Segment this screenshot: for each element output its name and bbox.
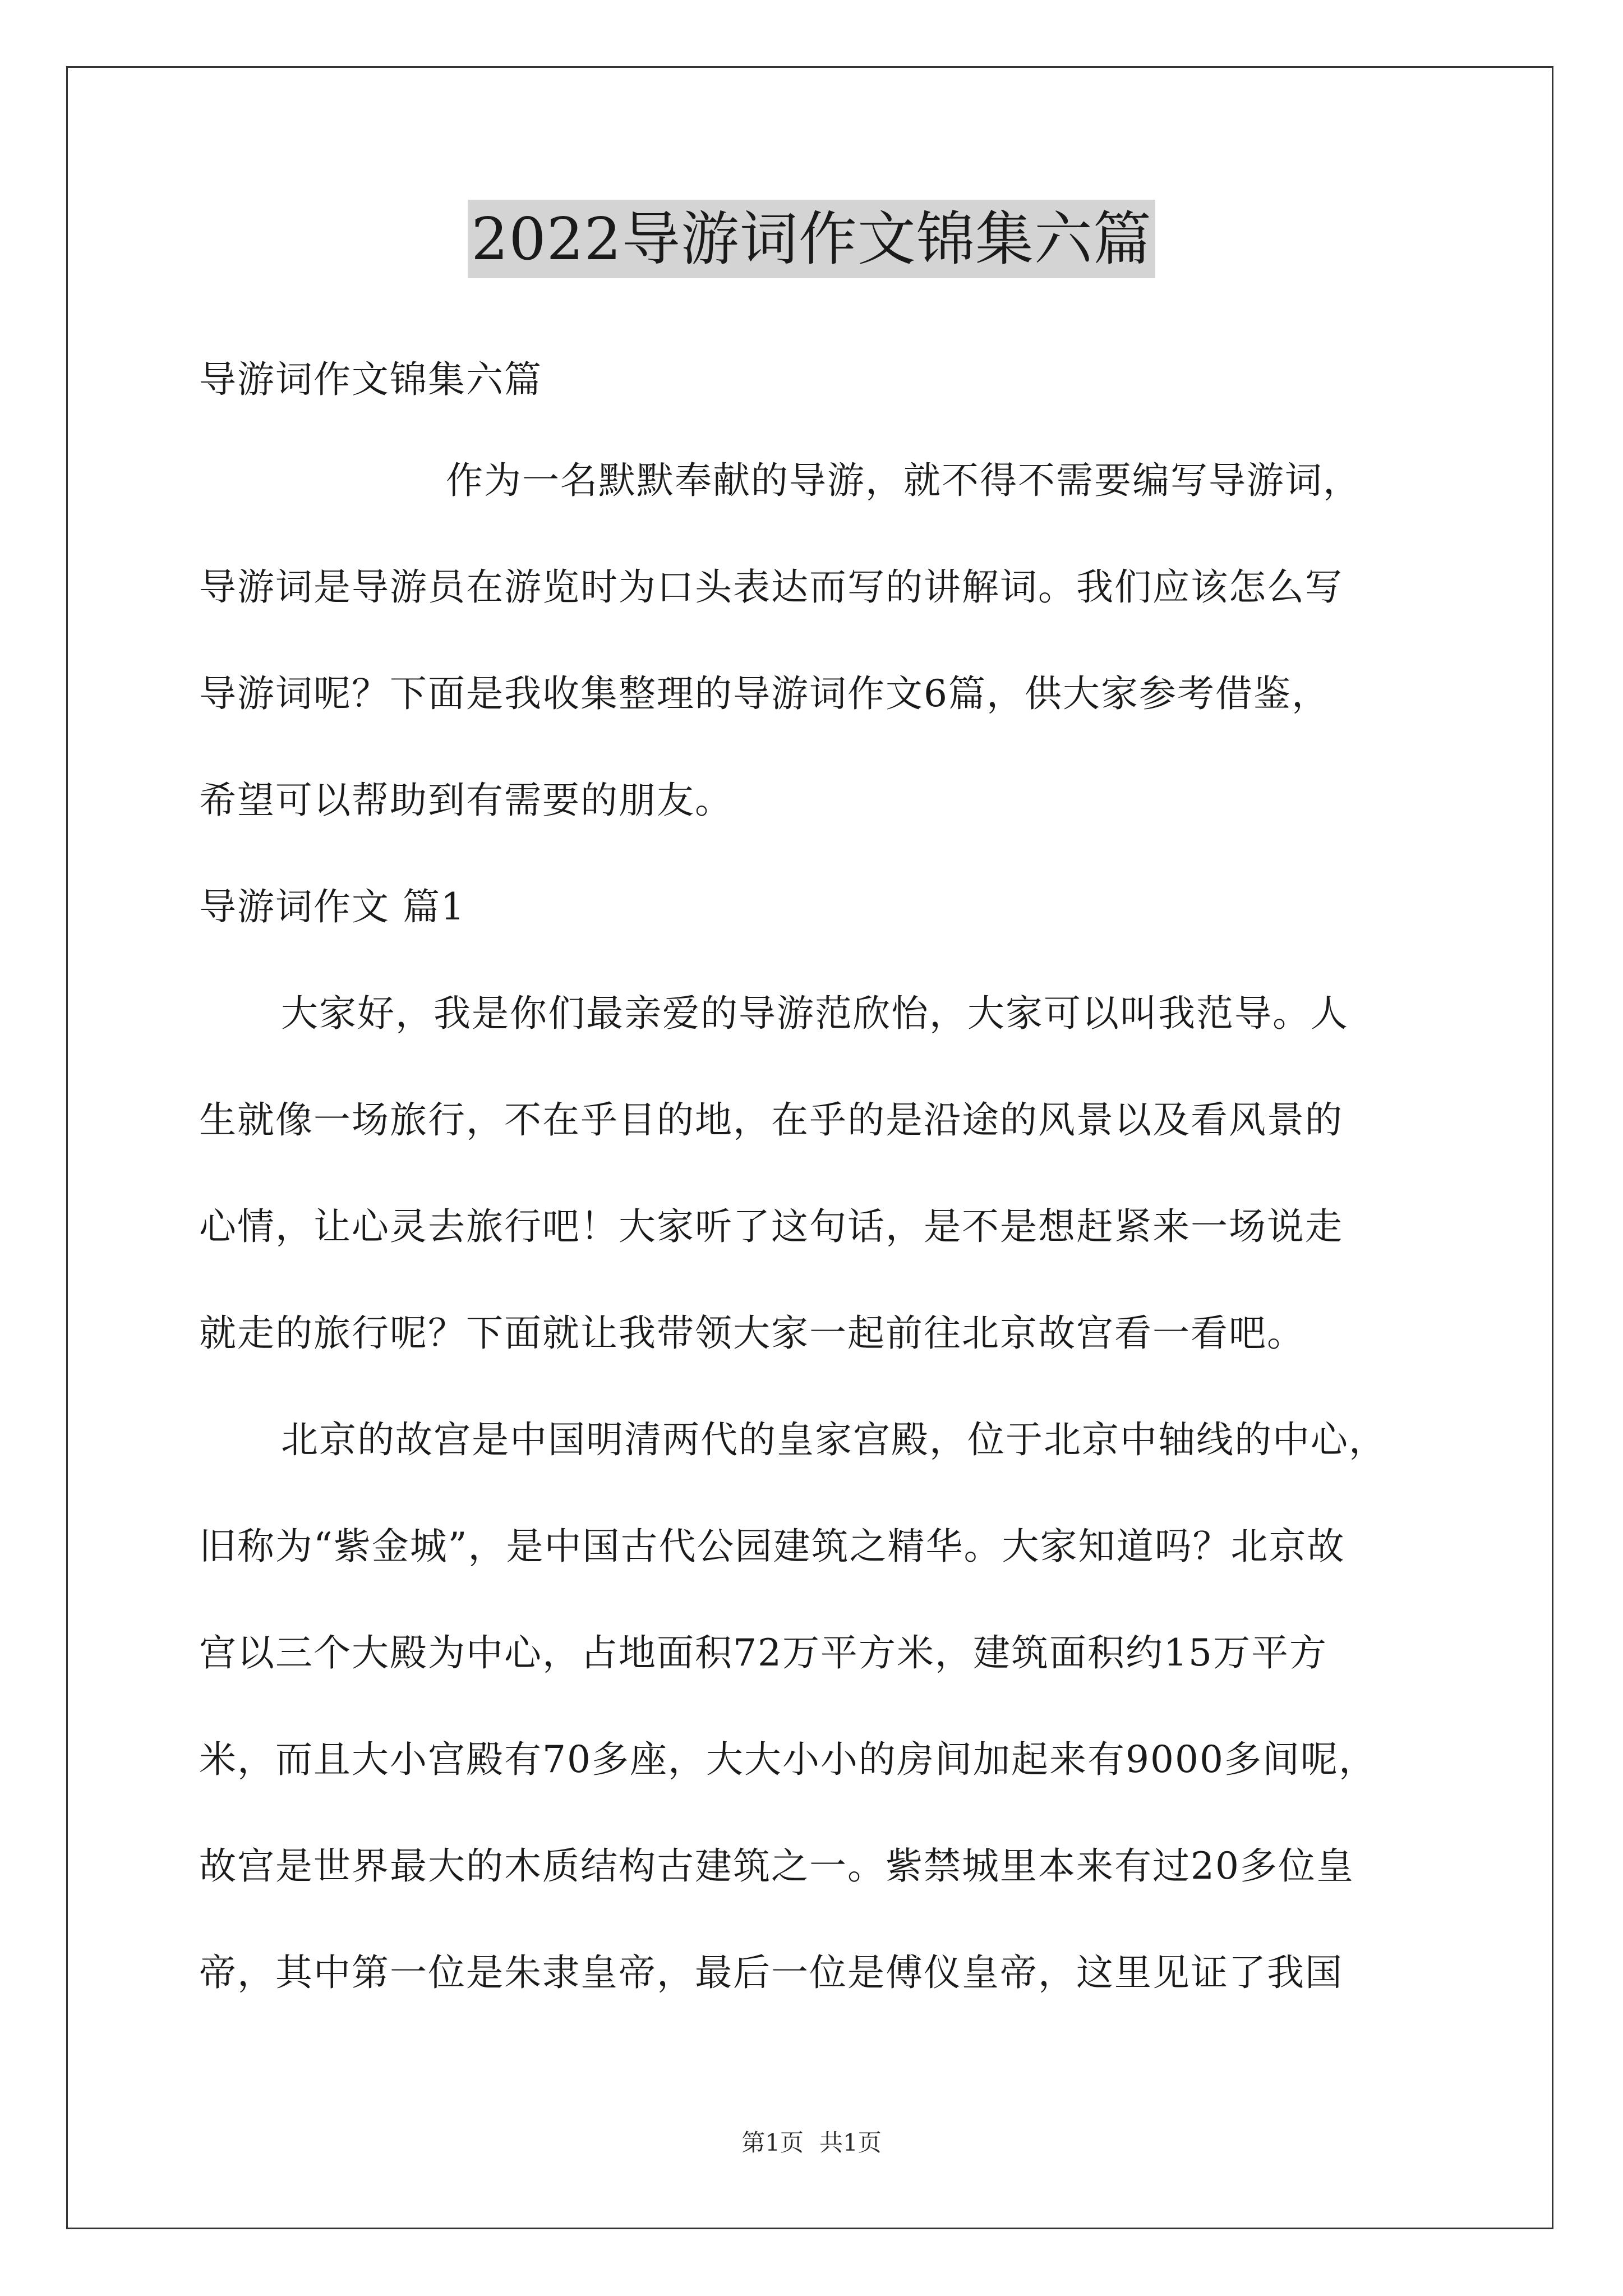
paragraph-line: 大家好，我是你们最亲爱的导游范欣怡，大家可以叫我范导。人 [281, 992, 1349, 1035]
page-footer [0, 2126, 1623, 2160]
paragraph-line: 生就像一场旅行，不在乎目的地，在乎的是沿途的风景以及看风景的 [199, 1098, 1343, 1142]
paragraph-line: 导游词是导游员在游览时为口头表达而写的讲解词。我们应该怎么写 [199, 565, 1343, 609]
page-total: 共1页 [819, 2129, 882, 2156]
paragraph-line: 导游词呢？下面是我收集整理的导游词作文6篇，供大家参考借鉴， [199, 672, 1330, 715]
paragraph-line: 故宫是世界最大的木质结构古建筑之一。紫禁城里本来有过20多位皇 [199, 1844, 1354, 1888]
paragraph-line: 宫以三个大殿为中心，占地面积72万平方米，建筑面积约15万平方 [199, 1631, 1327, 1674]
page-number: 第1页 [741, 2129, 804, 2156]
paragraph-line: 北京的故宫是中国明清两代的皇家宫殿，位于北京中轴线的中心， [281, 1418, 1387, 1461]
paragraph-line: 希望可以帮助到有需要的朋友。 [199, 779, 733, 822]
paragraph-line: 米，而且大小宫殿有70多座，大大小小的房间加起来有9000多间呢， [199, 1738, 1377, 1781]
subtitle-line: 导游词作文锦集六篇 [199, 358, 542, 401]
section-heading: 导游词作文 篇1 [199, 885, 465, 928]
paragraph-line: 旧称为“紫金城”，是中国古代公园建筑之精华。大家知道吗？北京故 [199, 1525, 1345, 1568]
title-container [0, 200, 1623, 278]
paragraph-line: 作为一名默默奉献的导游，就不得不需要编写导游词， [446, 459, 1361, 502]
document-title: 2022导游词作文锦集六篇 [468, 200, 1155, 278]
paragraph-line: 心情，让心灵去旅行吧！大家听了这句话，是不是想赶紧来一场说走 [199, 1205, 1343, 1248]
paragraph-line: 就走的旅行呢？下面就让我带领大家一起前往北京故宫看一看吧。 [199, 1312, 1305, 1355]
paragraph-line: 帝，其中第一位是朱隶皇帝，最后一位是傅仪皇帝，这里见证了我国 [199, 1951, 1343, 1994]
